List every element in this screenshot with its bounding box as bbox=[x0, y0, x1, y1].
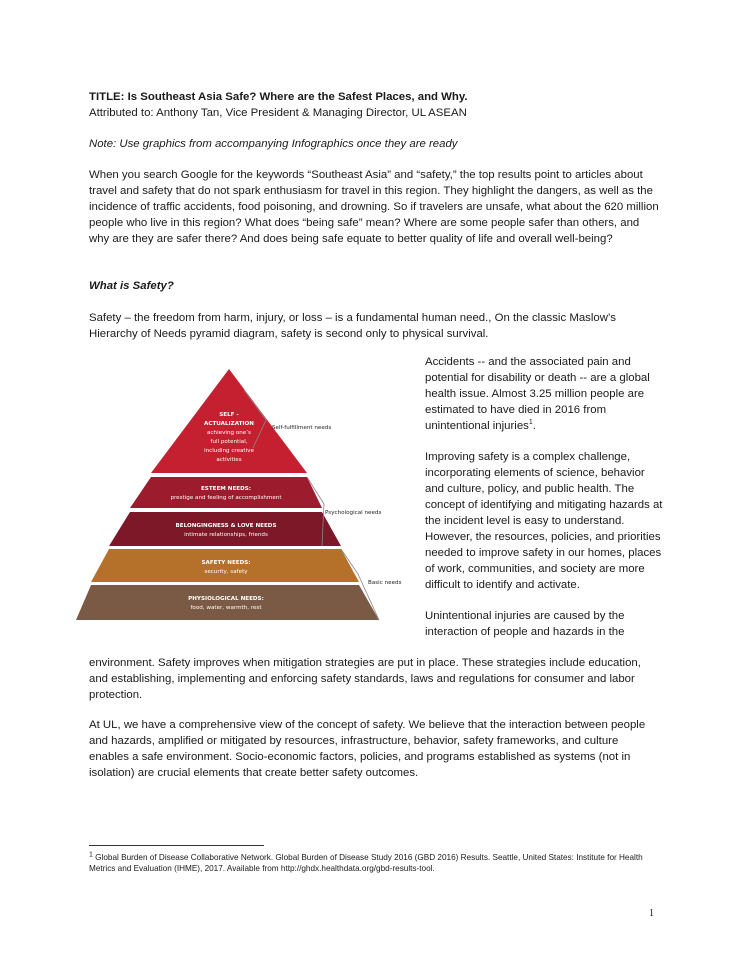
pyramid-tier-esteem bbox=[130, 477, 322, 508]
unintentional-injuries-paragraph: Unintentional injuries are caused by the interaction of people and hazards in the bbox=[425, 610, 625, 638]
footnote bbox=[89, 852, 659, 874]
tier-safety-desc: security, safety bbox=[204, 569, 248, 575]
maslow-pyramid-figure bbox=[76, 366, 416, 622]
document-title: TITLE: Is Southeast Asia Safe? Where are the Safest Places, and Why. bbox=[89, 91, 468, 103]
footnote-divider bbox=[89, 845, 264, 846]
editor-note: Note: Use graphics from accompanying Infographics once they are ready bbox=[89, 138, 458, 150]
footnote-number: 1 bbox=[89, 851, 93, 859]
footnote-reference[interactable]: 1 bbox=[528, 419, 533, 427]
tier-self-line-3: achieving one’s bbox=[207, 430, 251, 436]
right-column-text bbox=[425, 354, 665, 655]
tier-esteem-title: ESTEEM NEEDS: bbox=[200, 486, 252, 492]
tier-self-line-4: full potential, bbox=[210, 439, 248, 445]
section-heading-safety: What is Safety? bbox=[89, 280, 174, 292]
footnote-text: Global Burden of Disease Collaborative Network. Global Burden of Disease Study 2016 (GBD 2016) Results. Seattle, United States: Institute for Health Metrics and Evaluation (IHME), 2017. Available from http://ghdx.healthdata.org/gbd-results-tool. bbox=[89, 853, 643, 873]
tier-belonging-desc: intimate relationships, friends bbox=[184, 532, 268, 538]
page-number: 1 bbox=[649, 908, 654, 919]
tier-physiological-desc: food, water, warmth, rest bbox=[190, 605, 262, 611]
tier-esteem-desc: prestige and feeling of accomplishment bbox=[170, 495, 282, 501]
accidents-text: Accidents -- and the associated pain and potential for disability or death -- are a global health issue. Almost 3.25 million people are estimated to have died in 2016 from unintentional injuries bbox=[425, 356, 650, 432]
improving-safety-paragraph: Improving safety is a complex challenge, incorporating elements of science, behavior and culture, policy, and public health. The concept of identifying and mitigating hazards at the incident level is easy to understand. However, the resources, policies, and priorities needed to improve safety in our homes, places of work, communities, and society are more difficult to identify and activate. bbox=[425, 451, 663, 591]
label-psychological-needs: Psychological needs bbox=[325, 510, 382, 516]
pyramid-tier-physiological bbox=[76, 585, 379, 620]
tier-self-line-2: ACTUALIZATION bbox=[204, 421, 254, 427]
environment-paragraph: environment. Safety improves when mitigation strategies are put in place. These strategies include education, and establishing, implementing and enforcing safety standards, laws and regulations for consumer and labor protection. bbox=[89, 657, 641, 701]
intro-paragraph: When you search Google for the keywords “Southeast Asia” and “safety,” the top results point to articles about travel and safety that do not spark enthusiasm for travel in this region. They highlight the dangers, as well as the incidence of traffic accidents, food poisoning, and drowning. So if travelers are unsafe, what about the 620 million people who live in this region? What does “being safe” mean? Where are some people safer than others, and why are they are safer there? And does being safe equate to better quality of life and overall well-being? bbox=[89, 169, 659, 245]
attribution-line: Attributed to: Anthony Tan, Vice President & Managing Director, UL ASEAN bbox=[89, 107, 467, 119]
ul-paragraph: At UL, we have a comprehensive view of the concept of safety. We believe that the interaction between people and hazards, amplified or mitigated by resources, infrastructure, behavior, safety frameworks, and culture enables a safe environment. Socio-economic factors, policies, and programs established as systems (not in isolation) are crucial elements that create better safety outcomes. bbox=[89, 719, 646, 779]
tier-self-line-6: activities bbox=[216, 457, 242, 463]
label-basic-needs: Basic needs bbox=[368, 580, 402, 586]
tier-self-line-1: SELF - bbox=[219, 412, 239, 418]
tier-physiological-title: PHYSIOLOGICAL NEEDS: bbox=[188, 596, 264, 602]
label-self-fulfillment-needs: Self-fulfillment needs bbox=[272, 425, 332, 431]
safety-definition-paragraph: Safety – the freedom from harm, injury, or loss – is a fundamental human need., On the classic Maslow’s Hierarchy of Needs pyramid diagram, safety is second only to physical survival. bbox=[89, 312, 616, 340]
tier-self-line-5: including creative bbox=[204, 448, 254, 454]
tier-belonging-title: BELONGINGNESS & LOVE NEEDS bbox=[175, 523, 277, 529]
accidents-paragraph: Accidents -- and the associated pain and potential for disability or death -- are a global health issue. Almost 3.25 million people are estimated to have died in 2016 from unintentional injuries$^1$. bbox=[425, 356, 650, 432]
pyramid-tier-belonging bbox=[109, 512, 341, 546]
tier-safety-title: SAFETY NEEDS: bbox=[201, 560, 251, 566]
